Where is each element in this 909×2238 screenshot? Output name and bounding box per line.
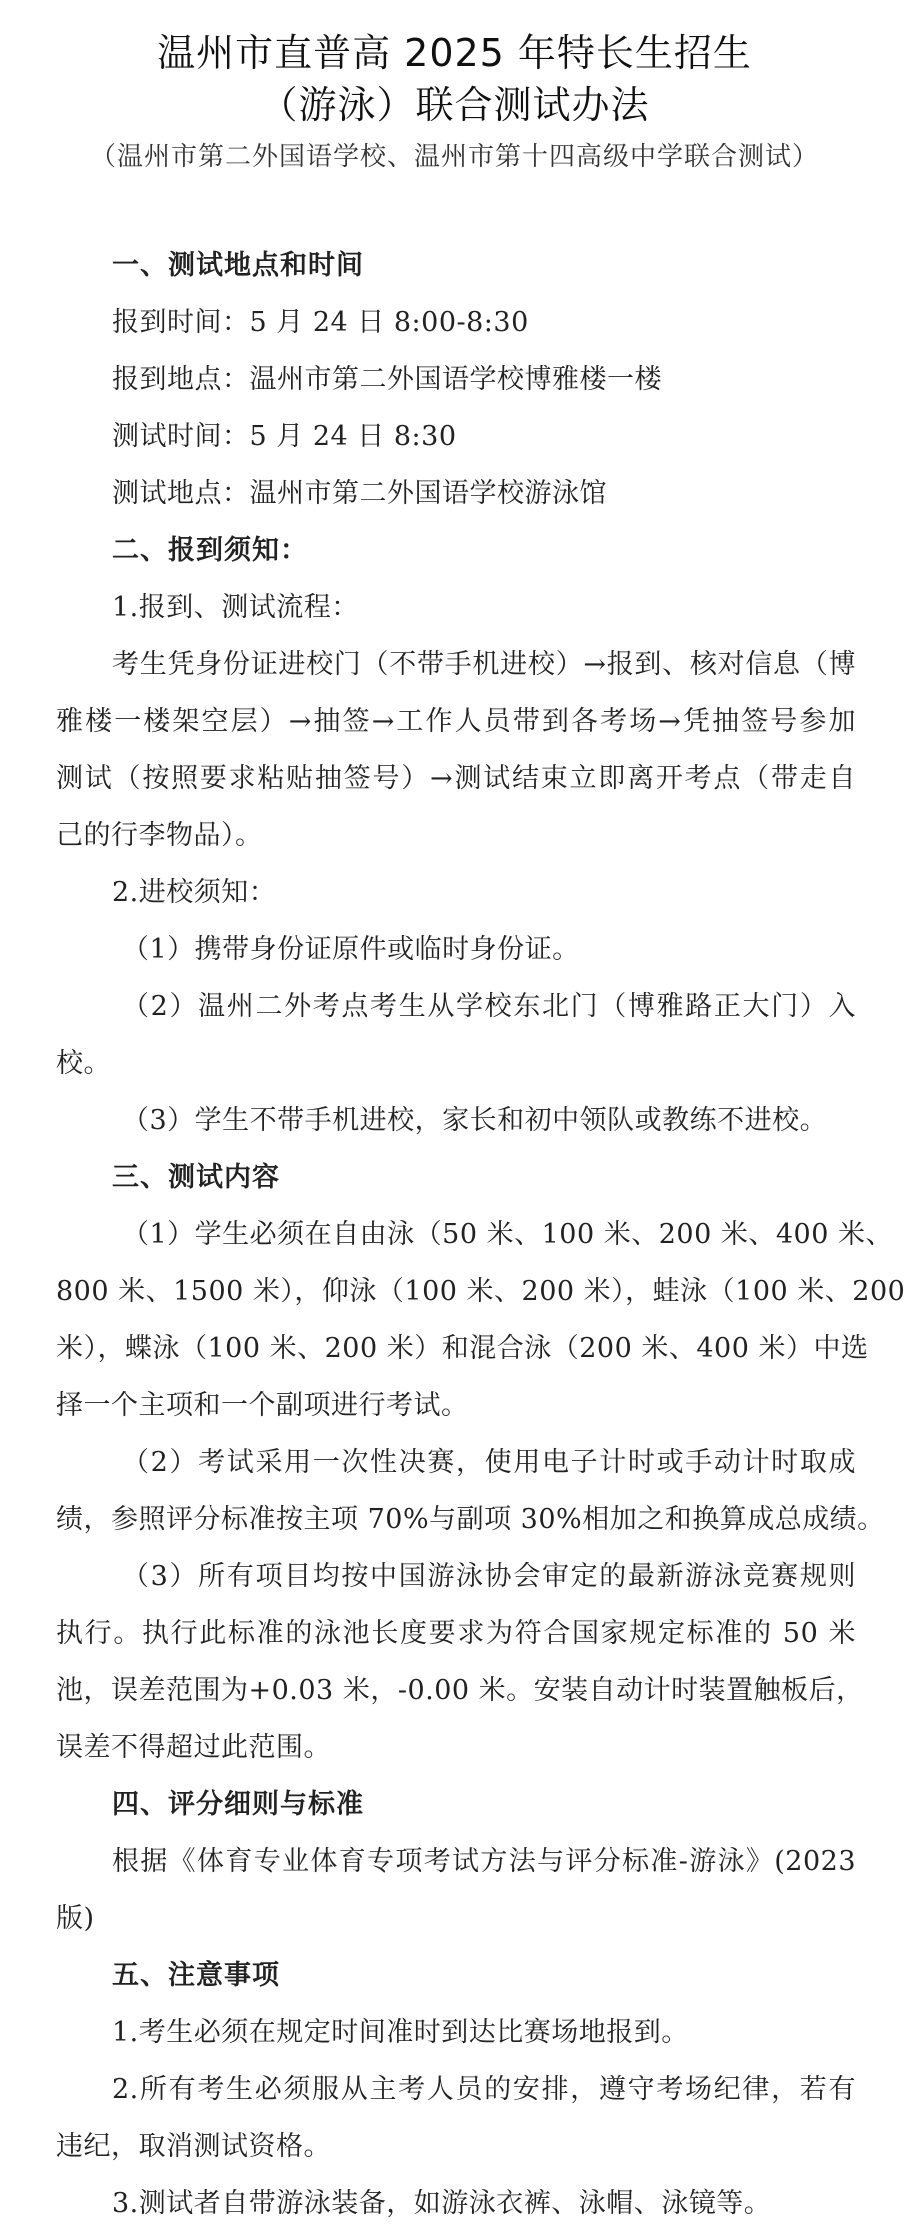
flow-paragraph-line: 测试（按照要求粘贴抽签号）→测试结束立即离开考点（带走自: [56, 763, 856, 794]
entry-notice-2: （2）温州二外考点考生从学校东北门（博雅路正大门）入: [122, 991, 856, 1022]
content-paragraph-3-line: 执行。执行此标准的泳池长度要求为符合国家规定标准的 50 米: [56, 1618, 856, 1649]
test-location: 测试地点：温州市第二外国语学校游泳馆: [112, 478, 607, 509]
entry-notice-1: （1）携带身份证原件或临时身份证。: [122, 934, 580, 965]
entry-notice-2-cont: 校。: [56, 1048, 111, 1079]
page-title-line-1: 温州市直普高 2025 年特长生招生: [157, 31, 752, 75]
scoring-standard-line: 根据《体育专业体育专项考试方法与评分标准-游泳》(2023: [112, 1846, 856, 1877]
scoring-standard-line: 版): [56, 1903, 95, 1934]
content-paragraph-1-line: （1）学生必须在自由泳（50 米、100 米、200 米、400 米、: [122, 1219, 893, 1250]
checkin-time: 报到时间：5 月 24 日 8:00-8:30: [112, 307, 529, 338]
content-paragraph-1-line: 米），蝶泳（100 米、200 米）和混合泳（200 米、400 米）中选: [56, 1333, 869, 1364]
content-paragraph-3-line: 误差不得超过此范围。: [56, 1732, 331, 1763]
content-paragraph-2-line: （2）考试采用一次性决赛，使用电子计时或手动计时取成: [122, 1447, 856, 1478]
flow-paragraph-line: 己的行李物品）。: [56, 820, 263, 851]
notice-item-2: 2.所有考生必须服从主考人员的安排，遵守考场纪律，若有: [112, 2074, 856, 2105]
entry-notice-3: （3）学生不带手机进校，家长和初中领队或教练不进校。: [122, 1105, 828, 1136]
content-paragraph-2-line: 绩，参照评分标准按主项 70%与副项 30%相加之和换算成总成绩。: [56, 1504, 885, 1535]
notice-item-2-cont: 违纪，取消测试资格。: [56, 2131, 331, 2162]
notice-item-1: 1.考生必须在规定时间准时到达比赛场地报到。: [112, 2017, 689, 2048]
page-title-line-2: （游泳）联合测试办法: [259, 83, 650, 127]
section-2-heading: 二、报到须知：: [112, 535, 308, 566]
content-paragraph-1-line: 择一个主项和一个副项进行考试。: [56, 1390, 469, 1421]
section-3-heading: 三、测试内容: [112, 1162, 280, 1193]
notice-item-3: 3.测试者自带游泳装备，如游泳衣裤、泳帽、泳镜等。: [112, 2188, 772, 2219]
section-5-heading: 五、注意事项: [112, 1960, 280, 1991]
flow-paragraph-line: 考生凭身份证进校门（不带手机进校）→报到、核对信息（博: [112, 649, 856, 680]
section-1-heading: 一、测试地点和时间: [112, 250, 364, 281]
test-time: 测试时间：5 月 24 日 8:30: [112, 421, 457, 452]
flow-subheading: 1.报到、测试流程：: [112, 592, 359, 623]
content-paragraph-3-line: 池，误差范围为+0.03 米，-0.00 米。安装自动计时装置触板后，: [56, 1675, 864, 1706]
entry-subheading: 2.进校须知：: [112, 877, 277, 908]
section-4-heading: 四、评分细则与标准: [112, 1789, 364, 1820]
page-subtitle: （温州市第二外国语学校、温州市第十四高级中学联合测试）: [89, 142, 819, 172]
content-paragraph-1-line: 800 米、1500 米），仰泳（100 米、200 米），蛙泳（100 米、200: [56, 1276, 906, 1307]
checkin-location: 报到地点：温州市第二外国语学校博雅楼一楼: [112, 364, 662, 395]
flow-paragraph-line: 雅楼一楼架空层）→抽签→工作人员带到各考场→凭抽签号参加: [56, 706, 856, 737]
content-paragraph-3-line: （3）所有项目均按中国游泳协会审定的最新游泳竞赛规则: [122, 1561, 856, 1592]
